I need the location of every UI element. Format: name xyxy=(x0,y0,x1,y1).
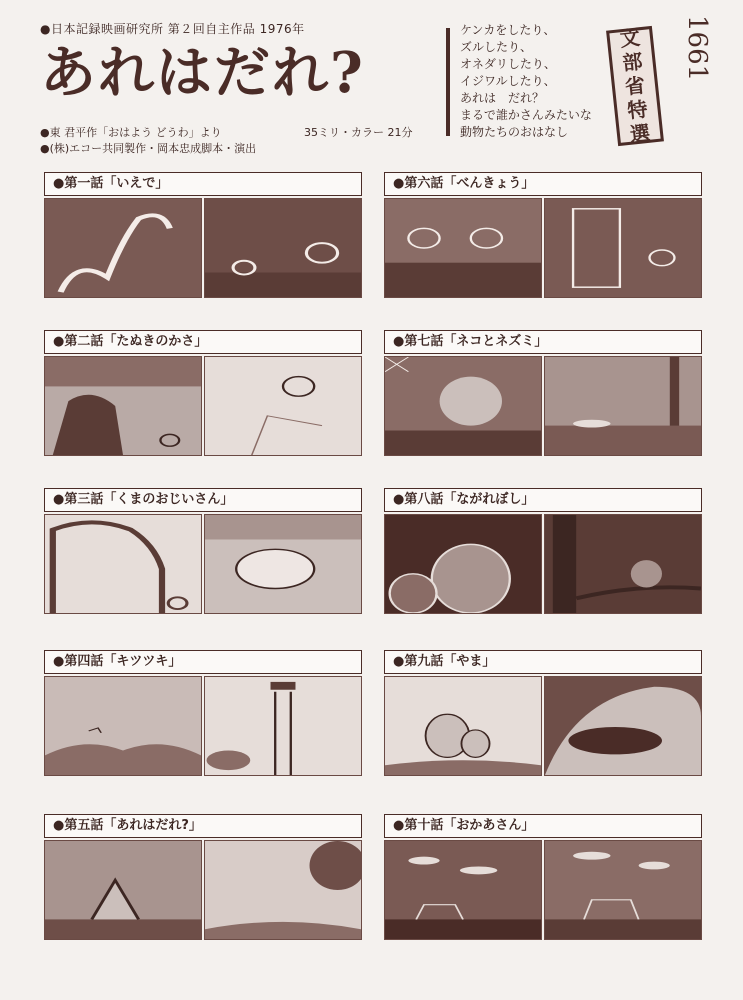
still-image xyxy=(44,356,202,456)
still-image xyxy=(544,840,702,940)
episode-title: ●第五話「あれはだれ?」 xyxy=(44,814,362,838)
still-image xyxy=(44,676,202,776)
stamp-char: 部 xyxy=(621,49,644,76)
header-divider xyxy=(446,28,450,136)
episode-title: ●第四話「キツツキ」 xyxy=(44,650,362,674)
still-image xyxy=(204,356,362,456)
still-image xyxy=(384,198,542,298)
episode-3 xyxy=(44,488,362,614)
episode-10 xyxy=(384,814,702,940)
tagline-line: ケンカをしたり、 xyxy=(460,23,556,37)
tagline-line: あれは だれ？ xyxy=(460,91,545,105)
episode-title: ●第六話「べんきょう」 xyxy=(384,172,702,196)
episode-6 xyxy=(384,172,702,298)
still-image xyxy=(544,198,702,298)
episode-title: ●第九話「やま」 xyxy=(384,650,702,674)
episode-2 xyxy=(44,330,362,456)
episode-stills xyxy=(44,840,362,940)
handwritten-number: 1661 xyxy=(682,15,712,82)
header-top-line: ●日本記録映画研究所 第２回自主作品 1976年 xyxy=(40,22,305,36)
episode-7 xyxy=(384,330,702,456)
still-image xyxy=(204,514,362,614)
episode-1 xyxy=(44,172,362,298)
episode-stills xyxy=(384,676,702,776)
credit-original-work: ●東 君平作「おはよう どうわ」より xyxy=(40,126,222,139)
episode-stills xyxy=(44,198,362,298)
episode-4 xyxy=(44,650,362,776)
episode-title: ●第十話「おかあさん」 xyxy=(384,814,702,838)
still-image xyxy=(204,676,362,776)
tagline-line: ズルしたり、 xyxy=(460,40,533,54)
tagline-line: オネダリしたり、 xyxy=(460,57,556,71)
episode-title: ●第一話「いえで」 xyxy=(44,172,362,196)
episode-title: ●第三話「くまのおじいさん」 xyxy=(44,488,362,512)
episode-9 xyxy=(384,650,702,776)
episode-title: ●第七話「ネコとネズミ」 xyxy=(384,330,702,354)
credit-film-format: 35ミリ・カラー 21分 xyxy=(304,126,413,139)
episode-title: ●第二話「たぬきのかさ」 xyxy=(44,330,362,354)
still-image xyxy=(44,198,202,298)
episode-8 xyxy=(384,488,702,614)
tagline-line: 動物たちのおはなし xyxy=(460,125,569,139)
still-image xyxy=(544,514,702,614)
still-image xyxy=(384,514,542,614)
episode-stills xyxy=(384,514,702,614)
episode-stills xyxy=(384,356,702,456)
still-image xyxy=(44,514,202,614)
tagline-line: まるで誰かさんみたいな xyxy=(460,108,592,122)
stamp-char: 選 xyxy=(628,120,652,147)
episode-stills xyxy=(384,840,702,940)
still-image xyxy=(544,676,702,776)
still-image xyxy=(544,356,702,456)
still-image xyxy=(384,840,542,940)
credit-production: ●(株)エコー共同製作・岡本忠成脚本・演出 xyxy=(40,142,257,155)
still-image xyxy=(44,840,202,940)
episode-stills xyxy=(44,356,362,456)
still-image xyxy=(204,840,362,940)
stamp-char: 文 xyxy=(618,25,642,52)
stamp-char: 省 xyxy=(623,73,647,99)
still-image xyxy=(384,676,542,776)
tagline-line: イジワルしたり、 xyxy=(460,74,556,88)
still-image xyxy=(204,198,362,298)
still-image xyxy=(384,356,542,456)
tagline xyxy=(460,22,620,141)
episode-stills xyxy=(44,676,362,776)
episode-5 xyxy=(44,814,362,940)
episode-title: ●第八話「ながれぼし」 xyxy=(384,488,702,512)
episode-stills xyxy=(384,198,702,298)
episode-stills xyxy=(44,514,362,614)
stamp-char: 特 xyxy=(626,96,649,123)
page-title: あれはだれ? xyxy=(40,40,365,106)
